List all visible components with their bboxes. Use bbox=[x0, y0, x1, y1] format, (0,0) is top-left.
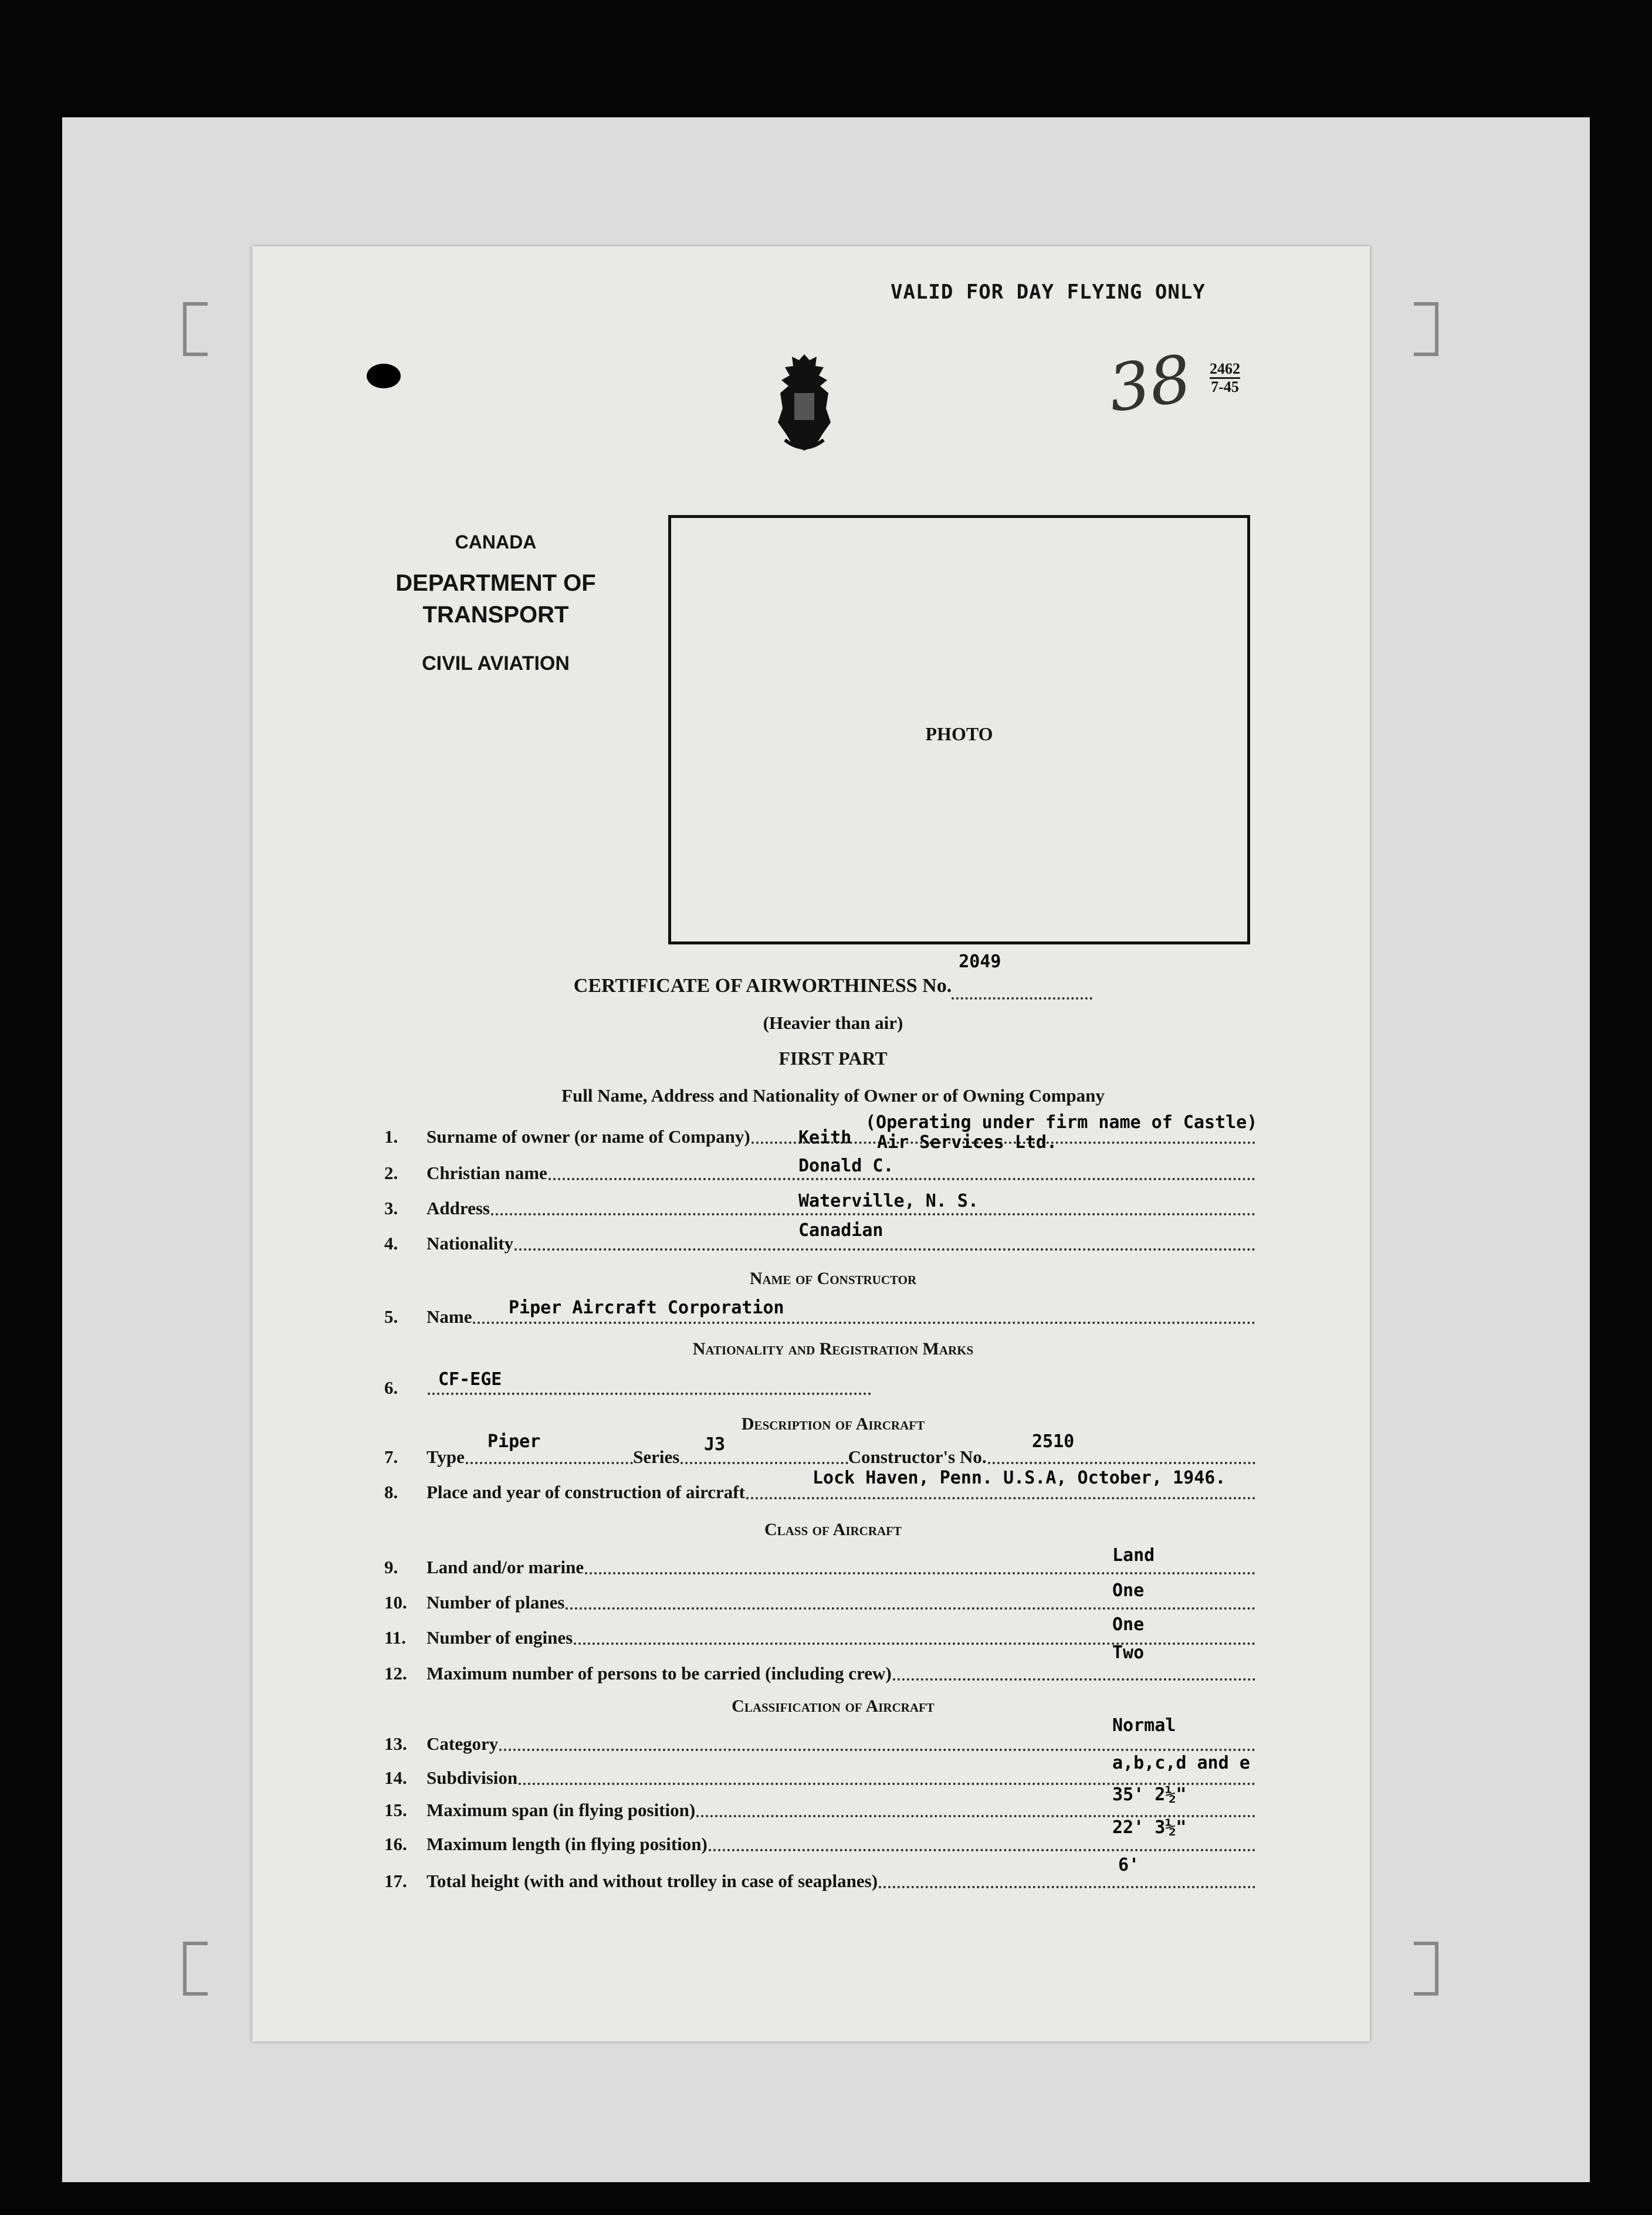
certificate-subtitle: (Heavier than air) bbox=[763, 1012, 903, 1033]
field-row-category bbox=[384, 1733, 1255, 1755]
dotted-leader bbox=[709, 1849, 1255, 1851]
corner-mark bbox=[1414, 302, 1438, 356]
field-number: 10. bbox=[384, 1592, 407, 1613]
owner-note-line1: (Operating under firm name of Castle) bbox=[865, 1112, 1258, 1133]
handwritten-mark: 38 bbox=[1103, 340, 1196, 427]
field-number: 9. bbox=[384, 1557, 398, 1577]
part-heading: FIRST PART bbox=[778, 1048, 888, 1069]
field-label: Total height (with and without trolley in case of seaplanes) bbox=[426, 1871, 878, 1891]
field-label: Christian name bbox=[426, 1163, 547, 1183]
field-number: 4. bbox=[384, 1233, 398, 1254]
dotted-leader bbox=[574, 1642, 1255, 1645]
field-label: Nationality bbox=[426, 1233, 514, 1254]
department-line2: TRANSPORT bbox=[422, 602, 569, 628]
department-line1: DEPARTMENT OF bbox=[395, 570, 596, 596]
dotted-leader bbox=[893, 1678, 1255, 1681]
owner-note-line2: Air Services Ltd. bbox=[877, 1132, 1058, 1153]
field-number: 8. bbox=[384, 1482, 398, 1502]
corner-mark bbox=[183, 1942, 208, 1996]
certificate-number: 2049 bbox=[959, 951, 1001, 972]
description-section-heading: Description of Aircraft bbox=[741, 1414, 925, 1434]
corner-mark bbox=[1414, 1942, 1438, 1996]
constructor-section-heading: Name of Constructor bbox=[749, 1269, 917, 1288]
coat-of-arms-icon bbox=[773, 352, 835, 453]
photo-box bbox=[668, 515, 1250, 944]
field-number: 16. bbox=[384, 1834, 407, 1854]
field-label: Subdivision bbox=[426, 1767, 518, 1788]
field-number: 3. bbox=[384, 1198, 398, 1218]
field-label: Number of planes bbox=[426, 1592, 565, 1613]
dotted-leader bbox=[499, 1749, 1255, 1751]
dotted-leader bbox=[585, 1572, 1255, 1574]
constructor-no-label: Constructor's No. bbox=[848, 1447, 987, 1467]
dotted-leader bbox=[746, 1497, 1255, 1499]
length-value: 22' 3½" bbox=[1112, 1817, 1187, 1838]
field-number: 2. bbox=[384, 1163, 398, 1183]
series-label: Series bbox=[633, 1447, 680, 1467]
field-label: Type bbox=[426, 1447, 465, 1467]
dotted-leader bbox=[473, 1322, 1255, 1324]
field-number: 6. bbox=[384, 1377, 398, 1398]
certificate-number-field bbox=[952, 951, 1092, 1000]
classification-section-heading: Classification of Aircraft bbox=[732, 1696, 935, 1716]
dotted-leader bbox=[466, 1462, 633, 1464]
field-number: 13. bbox=[384, 1733, 407, 1754]
marks-section-heading: Nationality and Registration Marks bbox=[692, 1339, 974, 1359]
subdivision-value: a,b,c,d and e bbox=[1112, 1753, 1250, 1773]
dotted-leader bbox=[681, 1462, 848, 1464]
place-year-value: Lock Haven, Penn. U.S.A, October, 1946. bbox=[813, 1468, 1226, 1488]
category-value: Normal bbox=[1112, 1715, 1176, 1736]
dotted-leader bbox=[988, 1462, 1255, 1464]
form-number bbox=[1210, 361, 1240, 395]
validity-note: VALID FOR DAY FLYING ONLY bbox=[891, 280, 1206, 304]
field-label: Address bbox=[426, 1198, 490, 1218]
field-label: Place and year of construction of aircraft bbox=[426, 1482, 745, 1502]
country-label: CANADA bbox=[455, 531, 537, 553]
field-label: Maximum number of persons to be carried (including crew) bbox=[426, 1663, 892, 1684]
dotted-leader bbox=[549, 1178, 1255, 1180]
branch-label: CIVIL AVIATION bbox=[422, 652, 570, 675]
photo-label: PHOTO bbox=[925, 723, 993, 744]
field-label: Category bbox=[426, 1733, 499, 1754]
span-value: 35' 2½" bbox=[1112, 1784, 1187, 1805]
class-section-heading: Class of Aircraft bbox=[764, 1520, 902, 1539]
field-number: 12. bbox=[384, 1663, 407, 1684]
constructor-no-value: 2510 bbox=[1032, 1431, 1075, 1452]
dotted-leader bbox=[428, 1393, 871, 1395]
dotted-leader bbox=[514, 1248, 1255, 1251]
field-label: Surname of owner (or name of Company) bbox=[426, 1126, 750, 1147]
address-value: Waterville, N. S. bbox=[798, 1191, 979, 1211]
form-number-date: 7-45 bbox=[1211, 378, 1239, 395]
engines-value: One bbox=[1112, 1614, 1145, 1635]
registration-value: CF-EGE bbox=[438, 1369, 502, 1390]
corner-mark bbox=[183, 302, 208, 356]
field-label: Land and/or marine bbox=[426, 1557, 584, 1577]
owner-section-heading: Full Name, Address and Nationality of Owner or of Owning Company bbox=[561, 1085, 1105, 1106]
field-row-persons bbox=[384, 1663, 1255, 1684]
christian-name-value: Donald C. bbox=[798, 1156, 894, 1176]
owner-surname-value: Keith bbox=[798, 1127, 852, 1148]
field-label: Maximum length (in flying position) bbox=[426, 1834, 707, 1854]
certificate-title bbox=[411, 951, 1255, 1000]
punch-hole bbox=[367, 364, 401, 388]
land-marine-value: Land bbox=[1112, 1545, 1155, 1566]
form-number-code: 2462 bbox=[1210, 361, 1240, 379]
field-label: Maximum span (in flying position) bbox=[426, 1800, 696, 1820]
field-number: 14. bbox=[384, 1767, 407, 1788]
series-value: J3 bbox=[704, 1434, 726, 1455]
persons-value: Two bbox=[1112, 1642, 1145, 1663]
field-number: 15. bbox=[384, 1800, 407, 1820]
field-number: 11. bbox=[384, 1627, 407, 1648]
field-number: 1. bbox=[384, 1126, 398, 1147]
dotted-leader bbox=[491, 1213, 1255, 1215]
planes-value: One bbox=[1112, 1580, 1145, 1601]
dotted-leader bbox=[879, 1886, 1255, 1888]
field-label: Number of engines bbox=[426, 1627, 573, 1648]
field-number: 5. bbox=[384, 1306, 398, 1327]
field-label: Name bbox=[426, 1306, 472, 1327]
constructor-name-value: Piper Aircraft Corporation bbox=[509, 1298, 784, 1318]
field-number: 7. bbox=[384, 1447, 398, 1467]
type-value: Piper bbox=[488, 1431, 541, 1452]
height-value: 6' bbox=[1118, 1855, 1140, 1875]
certificate-title-text: CERTIFICATE OF AIRWORTHINESS No. bbox=[573, 975, 952, 997]
dotted-leader bbox=[566, 1607, 1255, 1610]
field-number: 17. bbox=[384, 1871, 407, 1891]
nationality-value: Canadian bbox=[798, 1220, 883, 1241]
